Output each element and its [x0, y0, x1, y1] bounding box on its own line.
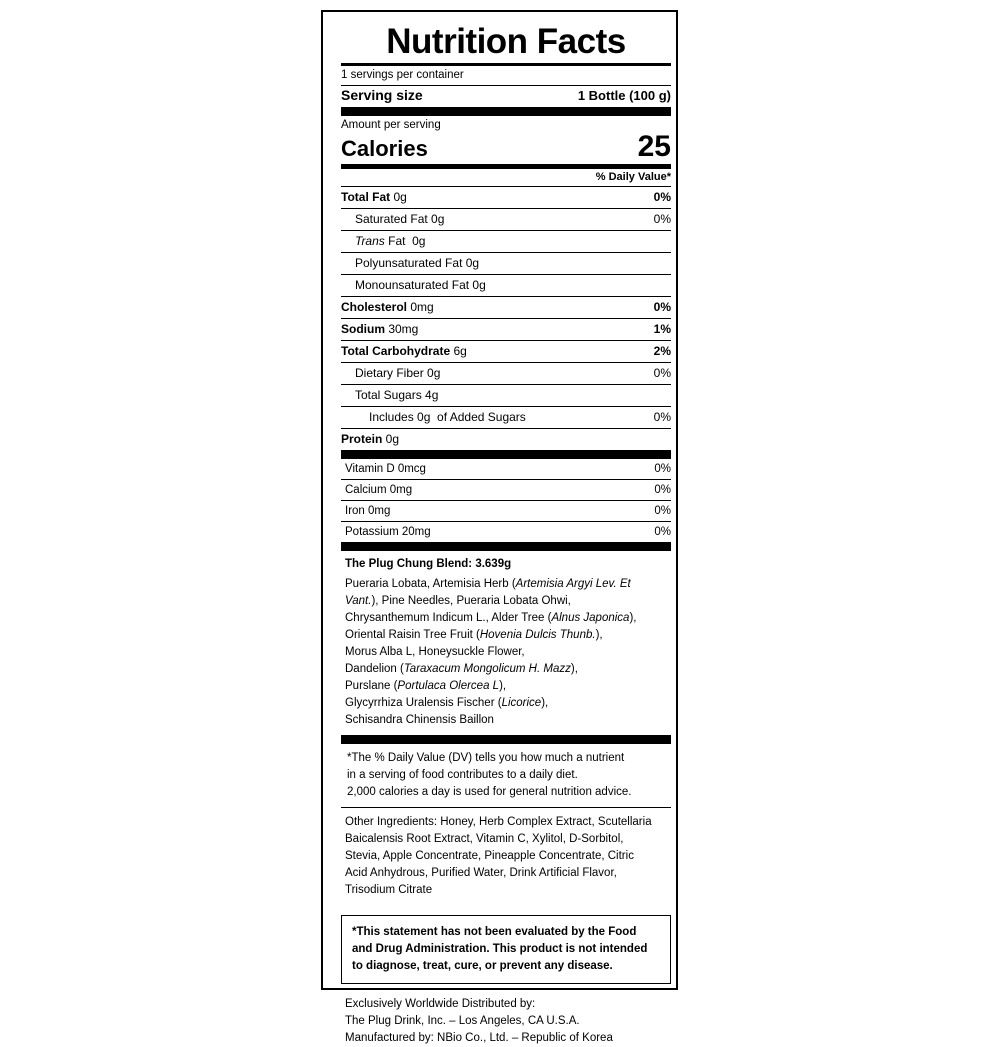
blend-line: Glycyrrhiza Uralensis Fischer (Licorice), — [345, 697, 549, 709]
nutrient-row — [341, 429, 671, 450]
blend-line: Morus Alba L, Honeysuckle Flower, — [345, 646, 525, 658]
nutrient-row — [341, 275, 671, 296]
nutrient-amount: 6g — [450, 344, 467, 358]
nutrient-amount: 4g — [421, 388, 439, 402]
nutrient-amount: 0g — [469, 278, 486, 292]
vitamin-name: Vitamin D 0mcg — [345, 463, 426, 475]
nutrient-daily-value: 0% — [653, 190, 671, 204]
vitamin-row — [341, 480, 671, 500]
divider-under-protein — [341, 450, 671, 459]
nutrient-row — [341, 341, 671, 362]
blend-line: Chrysanthemum Indicum L., Alder Tree (Alnus Japonica), — [345, 612, 637, 624]
nutrition-facts-panel — [321, 10, 678, 1044]
nutrient-name: Protein 0g — [341, 432, 400, 446]
footer-line: Exclusively Worldwide Distributed by: — [345, 998, 536, 1010]
divider-under-serving-size — [341, 107, 671, 116]
nutrient-name: Includes 0g of Added Sugars — [369, 410, 526, 424]
calories-label: Calories — [341, 136, 428, 161]
nutrient-daily-value: 0% — [653, 410, 671, 424]
nutrient-amount: 0g — [427, 212, 445, 226]
blend-line: Vant.), Pine Needles, Pueraria Lobata Ohwi, — [345, 595, 571, 607]
nutrient-name: Dietary Fiber 0g — [355, 366, 441, 380]
daily-value-footnote — [341, 744, 671, 807]
blend-line: Schisandra Chinensis Baillon — [345, 714, 494, 726]
nutrient-daily-value: 1% — [653, 322, 671, 336]
nutrient-name: Total Sugars 4g — [355, 388, 439, 402]
servings-per-container: 1 servings per container — [341, 69, 464, 81]
nutrient-row — [341, 297, 671, 318]
nutrient-name: Polyunsaturated Fat 0g — [355, 256, 480, 270]
footer-line: The Plug Drink, Inc. – Los Angeles, CA U.S.A. — [345, 1015, 580, 1027]
footer-line: Manufactured by: NBio Co., Ltd. – Republic of Korea — [345, 1032, 613, 1044]
nutrient-row — [341, 187, 671, 208]
nutrient-amount: Fat 0g — [384, 234, 426, 248]
footnote-line: in a serving of food contributes to a daily diet. — [347, 769, 578, 781]
disclaimer-line: and Drug Administration. This product is not intended — [352, 943, 648, 955]
vitamin-list — [341, 459, 671, 542]
serving-size-value: 1 Bottle (100 g) — [577, 88, 671, 103]
vitamin-daily-value: 0% — [654, 463, 671, 475]
vitamin-daily-value: 0% — [654, 526, 671, 538]
nutrient-name: Sodium 30mg — [341, 322, 419, 336]
nutrient-daily-value: 0% — [653, 212, 671, 226]
calories-row — [341, 132, 671, 164]
nutrition-facts-inner — [341, 22, 671, 1047]
nutrient-amount: 0g — [382, 432, 400, 446]
vitamin-name: Potassium 20mg — [345, 526, 431, 538]
blend-line: Oriental Raisin Tree Fruit (Hovenia Dulcis Thunb.), — [345, 629, 603, 641]
nutrient-name: Cholesterol 0mg — [341, 300, 434, 314]
blend-line: Purslane (Portulaca Olercea L), — [345, 680, 507, 692]
divider-under-blend — [341, 735, 671, 744]
nutrient-daily-value: 0% — [653, 366, 671, 380]
amount-per-serving-label: Amount per serving — [341, 119, 441, 131]
vitamin-row — [341, 501, 671, 521]
nutrient-amount: 0g of Added Sugars — [413, 410, 526, 424]
blend-title: The Plug Chung Blend: 3.639g — [345, 558, 512, 570]
daily-value-header: % Daily Value* — [595, 171, 671, 183]
nutrient-row — [341, 385, 671, 406]
nutrient-amount: 0g — [423, 366, 441, 380]
nutrition-facts-title: Nutrition Facts — [386, 22, 626, 61]
disclaimer-line: to diagnose, treat, cure, or prevent any disease. — [352, 960, 613, 972]
nutrient-daily-value: 0% — [653, 300, 671, 314]
nutrient-row — [341, 231, 671, 252]
vitamin-daily-value: 0% — [654, 505, 671, 517]
vitamin-daily-value: 0% — [654, 484, 671, 496]
nutrient-amount: 30mg — [385, 322, 419, 336]
other-ingredient-line: Trisodium Citrate — [345, 884, 433, 896]
nutrient-row — [341, 319, 671, 340]
nutrient-name: Saturated Fat 0g — [355, 212, 445, 226]
footnote-line: *The % Daily Value (DV) tells you how much a nutrient — [347, 752, 625, 764]
divider-under-vitamins — [341, 542, 671, 551]
nutrient-name: Total Carbohydrate 6g — [341, 344, 467, 358]
fda-disclaimer-box — [341, 915, 671, 984]
calories-value: 25 — [637, 130, 671, 163]
distributor-footer — [341, 984, 671, 1047]
nutrient-row — [341, 209, 671, 230]
vitamin-row — [341, 459, 671, 479]
other-ingredient-line: Acid Anhydrous, Purified Water, Drink Artificial Flavor, — [345, 867, 617, 879]
other-ingredient-line: Other Ingredients: Honey, Herb Complex Extract, Scutellaria — [345, 816, 652, 828]
nutrient-amount: 0mg — [407, 300, 434, 314]
nutrient-row — [341, 253, 671, 274]
nutrient-name: Monounsaturated Fat 0g — [355, 278, 486, 292]
nutrient-list — [341, 187, 671, 450]
other-ingredient-line: Baicalensis Root Extract, Vitamin C, Xylitol, D-Sorbitol, — [345, 833, 624, 845]
blend-line: Dandelion (Taraxacum Mongolicum H. Mazz), — [345, 663, 578, 675]
blend-line: Pueraria Lobata, Artemisia Herb (Artemisia Argyi Lev. Et — [345, 578, 631, 590]
nutrient-row — [341, 363, 671, 384]
vitamin-name: Calcium 0mg — [345, 484, 413, 496]
nutrient-row — [341, 407, 671, 428]
footnote-line: 2,000 calories a day is used for general nutrition advice. — [347, 786, 632, 798]
other-ingredients — [341, 808, 671, 907]
nutrient-amount: 0g — [462, 256, 480, 270]
blend-ingredients — [341, 576, 671, 735]
nutrient-daily-value: 2% — [653, 344, 671, 358]
serving-size-row — [341, 86, 671, 107]
nutrient-amount: 0g — [390, 190, 407, 204]
nutrient-name: Trans Fat 0g — [355, 234, 426, 248]
serving-size-label: Serving size — [341, 87, 423, 103]
nutrient-name: Total Fat 0g — [341, 190, 407, 204]
other-ingredient-line: Stevia, Apple Concentrate, Pineapple Concentrate, Citric — [345, 850, 634, 862]
vitamin-name: Iron 0mg — [345, 505, 391, 517]
disclaimer-line: *This statement has not been evaluated by the Food — [352, 926, 637, 938]
vitamin-row — [341, 522, 671, 542]
